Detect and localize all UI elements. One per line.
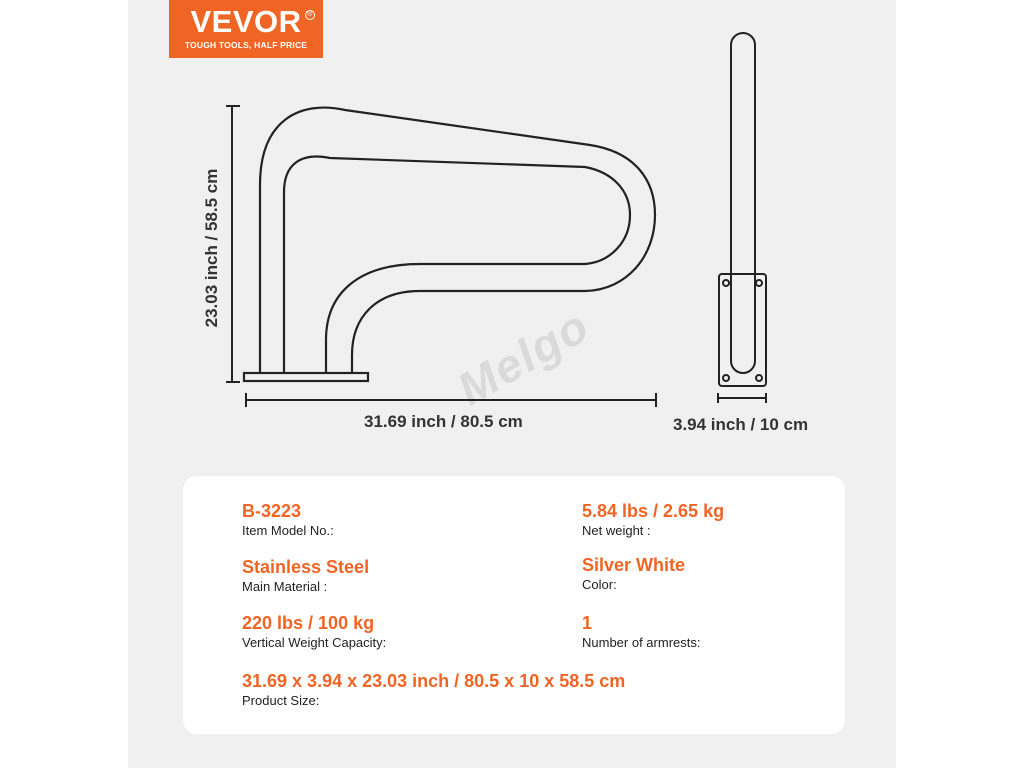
brand-tagline: TOUGH TOOLS, HALF PRICE (184, 40, 308, 50)
spec-label: Number of armrests: (582, 635, 701, 650)
spec-label: Net weight : (582, 523, 651, 538)
spec-value: 220 lbs / 100 kg (242, 613, 375, 633)
spec-material (242, 556, 369, 596)
spec-label: Vertical Weight Capacity: (242, 635, 387, 650)
registered-mark: ® (305, 10, 315, 20)
spec-value: Silver White (582, 555, 686, 575)
spec-model (242, 500, 334, 540)
spec-label: Main Material : (242, 579, 328, 594)
spec-label: Item Model No.: (242, 523, 334, 538)
spec-value: B-3223 (242, 501, 302, 521)
handrail-front-view (244, 108, 655, 381)
height-dimension-label: 23.03 inch / 58.5 cm (202, 168, 221, 328)
spec-label: Color: (582, 577, 617, 592)
spec-value: 5.84 lbs / 2.65 kg (582, 501, 725, 521)
spec-value: Stainless Steel (242, 557, 370, 577)
spec-card (183, 476, 845, 734)
spec-color (582, 554, 685, 594)
height-dimension-line (226, 106, 240, 382)
width-dimension-line (718, 393, 766, 403)
spec-label: Product Size: (242, 693, 320, 708)
spec-weight-capacity (242, 612, 386, 652)
watermark: Melgo (448, 298, 599, 416)
length-dimension-label: 31.69 inch / 80.5 cm (364, 412, 523, 431)
spec-value: 31.69 x 3.94 x 23.03 inch / 80.5 x 10 x 58.5 cm (242, 671, 626, 691)
brand-name: VEVOR ® (169, 6, 323, 38)
spec-armrests (582, 612, 700, 652)
width-dimension-label: 3.94 inch / 10 cm (673, 415, 809, 434)
spec-net-weight (582, 500, 724, 540)
length-dimension-line (246, 393, 656, 407)
spec-product-size (242, 670, 625, 710)
spec-value: 1 (582, 613, 593, 633)
handrail-side-view (719, 33, 766, 386)
